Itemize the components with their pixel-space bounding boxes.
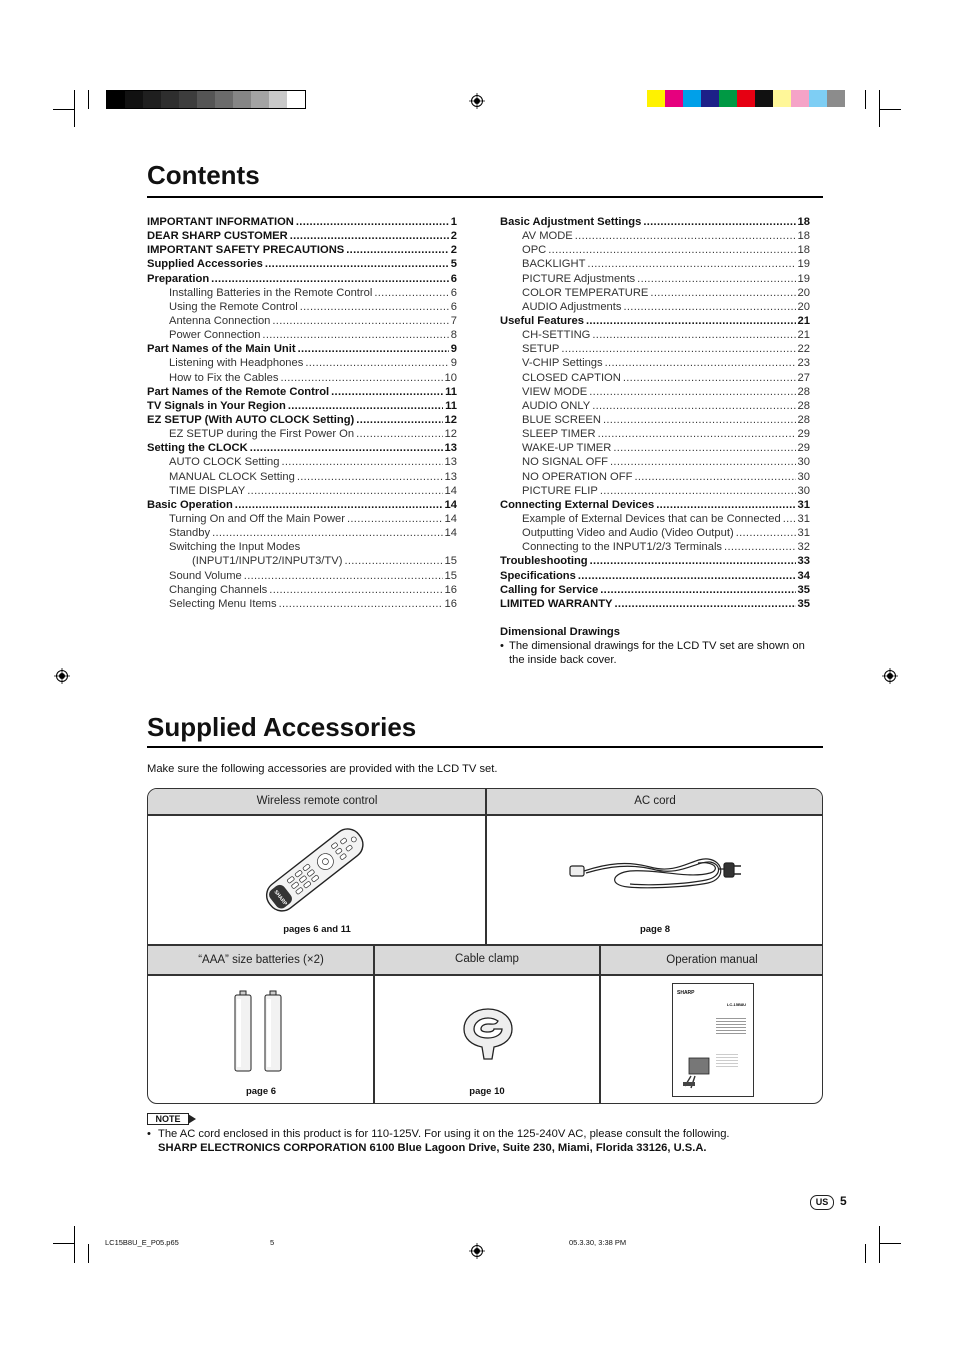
toc-entry-title: CLOSED CAPTION bbox=[522, 371, 621, 384]
toc-entry-title: OPC bbox=[522, 244, 547, 257]
toc-entry bbox=[147, 229, 457, 243]
toc-leader-dots bbox=[279, 597, 443, 611]
dimensional-bullet: • bbox=[500, 640, 504, 652]
toc-entry-title: PICTURE FLIP bbox=[522, 484, 598, 497]
remote-page-ref: pages 6 and 11 bbox=[283, 924, 351, 935]
toc-entry bbox=[147, 597, 457, 611]
toc-entry-title: NO SIGNAL OFF bbox=[522, 456, 608, 469]
toc-entry-page: 28 bbox=[797, 385, 810, 398]
toc-entry bbox=[500, 272, 810, 286]
slug-page: 5 bbox=[270, 1238, 275, 1247]
toc-entry-page: 35 bbox=[797, 583, 810, 596]
toc-entry-title: Selecting Menu Items bbox=[169, 597, 277, 610]
toc-entry-page: 30 bbox=[797, 456, 810, 469]
page-number: 5 bbox=[840, 1194, 847, 1208]
cable-clamp-icon bbox=[460, 1005, 516, 1063]
toc-entry-page: 12 bbox=[444, 413, 457, 426]
toc-leader-dots bbox=[346, 243, 449, 257]
toc-leader-dots bbox=[575, 229, 796, 243]
color-swatch bbox=[773, 90, 791, 107]
batteries-page-ref: page 6 bbox=[245, 1086, 277, 1097]
toc-entry-title: Switching the Input Modes bbox=[169, 541, 301, 554]
toc-entry-title: VIEW MODE bbox=[522, 385, 588, 398]
toc-leader-dots bbox=[281, 455, 442, 469]
toc-entry bbox=[500, 399, 810, 413]
toc-entry bbox=[147, 272, 457, 286]
toc-entry bbox=[500, 569, 810, 583]
color-swatch bbox=[125, 91, 143, 108]
toc-entry-title: How to Fix the Cables bbox=[169, 371, 279, 384]
toc-entry bbox=[147, 498, 457, 512]
toc-entry bbox=[500, 554, 810, 568]
toc-entry-page: 18 bbox=[797, 244, 810, 257]
toc-entry-title: Installing Batteries in the Remote Control bbox=[169, 286, 373, 299]
note-label: NOTE bbox=[147, 1113, 189, 1125]
cable-clamp-page-ref: page 10 bbox=[469, 1086, 505, 1097]
toc-leader-dots bbox=[598, 427, 796, 441]
remote-cell bbox=[148, 815, 486, 945]
toc-entry-page: 10 bbox=[444, 371, 457, 384]
toc-entry-page: 18 bbox=[797, 216, 810, 228]
toc-entry bbox=[147, 385, 457, 399]
dimensional-text: The dimensional drawings for the LCD TV set are shown on bbox=[509, 640, 805, 652]
toc-entry bbox=[500, 526, 810, 540]
toc-leader-dots bbox=[297, 470, 443, 484]
toc-entry-title: Turning On and Off the Main Power bbox=[169, 512, 345, 525]
toc-entry-page: 16 bbox=[444, 583, 457, 596]
toc-entry-title: Preparation bbox=[147, 272, 210, 285]
toc-leader-dots bbox=[610, 455, 796, 469]
color-swatch bbox=[791, 90, 809, 107]
toc-entry bbox=[147, 371, 457, 385]
toc-entry bbox=[147, 512, 457, 526]
toc-entry bbox=[500, 342, 810, 356]
toc-entry-title: Supplied Accessories bbox=[147, 258, 263, 271]
toc-entry bbox=[147, 300, 457, 314]
toc-leader-dots bbox=[244, 569, 443, 583]
toc-entry-title: Changing Channels bbox=[169, 583, 268, 596]
toc-leader-dots bbox=[356, 427, 442, 441]
toc-leader-dots bbox=[587, 257, 795, 271]
toc-entry-page: 32 bbox=[797, 541, 810, 554]
remote-brand: SHARP bbox=[272, 889, 289, 907]
color-swatch bbox=[809, 90, 827, 107]
toc-entry-title: Using the Remote Control bbox=[169, 300, 298, 313]
toc-entry bbox=[147, 342, 457, 356]
toc-entry-title: Basic Operation bbox=[147, 498, 233, 511]
toc-entry bbox=[500, 300, 810, 314]
toc-entry-title: Sound Volume bbox=[169, 569, 242, 582]
toc-entry bbox=[500, 314, 810, 328]
toc-leader-dots bbox=[272, 314, 448, 328]
toc-right-column bbox=[500, 215, 810, 611]
toc-leader-dots bbox=[250, 441, 443, 455]
toc-entry-title: EZ SETUP (With AUTO CLOCK Setting) bbox=[147, 413, 355, 426]
color-swatch bbox=[143, 91, 161, 108]
toc-entry-title: CH-SETTING bbox=[522, 329, 591, 342]
toc-leader-dots bbox=[548, 243, 795, 257]
toc-entry bbox=[147, 554, 457, 568]
toc-leader-dots bbox=[615, 597, 796, 611]
color-swatch bbox=[179, 91, 197, 108]
toc-entry-title: V-CHIP Settings bbox=[522, 357, 603, 370]
color-swatch bbox=[665, 90, 683, 107]
toc-leader-dots bbox=[331, 385, 443, 399]
color-swatch bbox=[233, 91, 251, 108]
toc-entry bbox=[147, 215, 457, 229]
toc-entry-title: IMPORTANT SAFETY PRECAUTIONS bbox=[147, 244, 345, 257]
remote-control-icon bbox=[253, 825, 378, 917]
toc-leader-dots bbox=[296, 215, 449, 229]
toc-entry-page: 11 bbox=[445, 385, 457, 398]
color-swatch bbox=[737, 90, 755, 107]
toc-entry-title: BACKLIGHT bbox=[522, 258, 586, 271]
toc-entry-page: 6 bbox=[450, 286, 457, 299]
toc-entry-title: COLOR TEMPERATURE bbox=[522, 286, 649, 299]
toc-entry-title: SETUP bbox=[522, 343, 560, 356]
toc-entry-title: EZ SETUP during the First Power On bbox=[169, 428, 355, 441]
toc-entry bbox=[147, 356, 457, 370]
toc-entry-title: TV Signals in Your Region bbox=[147, 399, 286, 412]
toc-leader-dots bbox=[623, 300, 795, 314]
toc-leader-dots bbox=[589, 385, 795, 399]
toc-entry-title: Useful Features bbox=[500, 314, 584, 327]
toc-leader-dots bbox=[603, 413, 796, 427]
operation-manual-icon bbox=[672, 983, 754, 1097]
toc-entry-page: 6 bbox=[450, 300, 457, 313]
dimensional-heading: Dimensional Drawings bbox=[500, 626, 620, 638]
toc-entry bbox=[147, 328, 457, 342]
toc-leader-dots bbox=[650, 286, 795, 300]
toc-entry-page: 2 bbox=[450, 244, 457, 257]
aaa-battery-icon bbox=[232, 989, 290, 1073]
toc-entry-page: 9 bbox=[450, 343, 457, 356]
toc-entry bbox=[500, 229, 810, 243]
note-badge bbox=[147, 1113, 197, 1124]
toc-entry-title: LIMITED WARRANTY bbox=[500, 597, 613, 610]
dimensional-text: the inside back cover. bbox=[509, 654, 617, 666]
toc-entry bbox=[500, 257, 810, 271]
registration-mark-icon bbox=[469, 93, 485, 109]
toc-entry-title: Part Names of the Remote Control bbox=[147, 385, 330, 398]
toc-entry-page: 28 bbox=[797, 399, 810, 412]
toc-leader-dots bbox=[592, 399, 795, 413]
toc-entry-page: 30 bbox=[797, 470, 810, 483]
toc-entry bbox=[500, 484, 810, 498]
toc-entry-title: Power Connection bbox=[169, 329, 261, 342]
toc-entry-page: 20 bbox=[797, 300, 810, 313]
toc-entry bbox=[500, 328, 810, 342]
slug-timestamp: 05.3.30, 3:38 PM bbox=[569, 1238, 627, 1247]
color-swatch bbox=[683, 90, 701, 107]
toc-entry bbox=[500, 385, 810, 399]
registration-mark-icon bbox=[469, 1243, 485, 1259]
note-arrow-icon bbox=[188, 1114, 196, 1124]
toc-leader-dots bbox=[290, 229, 449, 243]
toc-entry bbox=[147, 540, 457, 554]
toc-entry-page: 6 bbox=[450, 272, 457, 285]
toc-leader-dots bbox=[288, 399, 443, 413]
toc-leader-dots bbox=[262, 328, 448, 342]
toc-entry bbox=[500, 356, 810, 370]
toc-leader-dots bbox=[623, 371, 796, 385]
toc-leader-dots bbox=[235, 498, 443, 512]
toc-leader-dots bbox=[736, 526, 796, 540]
toc-entry-page: 31 bbox=[797, 527, 810, 540]
toc-entry-page: 12 bbox=[444, 428, 457, 441]
toc-leader-dots bbox=[356, 413, 442, 427]
toc-entry bbox=[500, 470, 810, 484]
manual-brand: SHARP bbox=[677, 990, 695, 996]
color-swatch bbox=[197, 91, 215, 108]
toc-entry-page: 30 bbox=[797, 484, 810, 497]
toc-entry bbox=[147, 314, 457, 328]
toc-leader-dots bbox=[600, 583, 795, 597]
slug-filename: LC15B8U_E_P05.p65 bbox=[105, 1238, 179, 1247]
toc-leader-dots bbox=[298, 342, 449, 356]
toc-leader-dots bbox=[578, 569, 796, 583]
toc-entry-title: Specifications bbox=[500, 569, 576, 582]
toc-leader-dots bbox=[211, 272, 449, 286]
toc-leader-dots bbox=[280, 371, 442, 385]
toc-entry-title: Standby bbox=[169, 527, 211, 540]
note-contact: SHARP ELECTRONICS CORPORATION 6100 Blue Lagoon Drive, Suite 230, Miami, Florida 33126, U.S.A. bbox=[158, 1142, 707, 1154]
toc-entry bbox=[147, 257, 457, 271]
toc-entry bbox=[147, 583, 457, 597]
toc-entry-page: 29 bbox=[797, 442, 810, 455]
cable-clamp-header: Cable clamp bbox=[374, 946, 600, 975]
manual-model: LC-15B8U bbox=[726, 1002, 746, 1007]
toc-entry-page: 7 bbox=[450, 314, 457, 327]
contents-title: Contents bbox=[147, 160, 260, 190]
note-text: The AC cord enclosed in this product is for 110-125V. For using it on the 125-240V AC, please consult the following. bbox=[158, 1128, 730, 1140]
toc-entry bbox=[500, 498, 810, 512]
toc-entry-title: IMPORTANT INFORMATION bbox=[147, 216, 294, 228]
toc-entry-title: Calling for Service bbox=[500, 583, 599, 596]
toc-left-column bbox=[147, 215, 457, 611]
toc-entry-title: AUDIO ONLY bbox=[522, 399, 591, 412]
accessories-table bbox=[147, 788, 823, 1104]
toc-leader-dots bbox=[269, 583, 442, 597]
toc-entry-page: 13 bbox=[444, 442, 457, 455]
toc-entry-page: 21 bbox=[797, 329, 810, 342]
manual-cell bbox=[600, 975, 823, 1103]
toc-entry-page: 20 bbox=[797, 286, 810, 299]
toc-entry-page: 9 bbox=[450, 357, 457, 370]
toc-leader-dots bbox=[724, 540, 796, 554]
toc-entry-title: NO OPERATION OFF bbox=[522, 470, 633, 483]
toc-entry-title: SLEEP TIMER bbox=[522, 428, 596, 441]
toc-entry bbox=[500, 427, 810, 441]
toc-entry-title: PICTURE Adjustments bbox=[522, 272, 636, 285]
toc-entry bbox=[147, 526, 457, 540]
toc-entry-page: 19 bbox=[797, 258, 810, 271]
toc-entry bbox=[147, 470, 457, 484]
toc-entry-page: 8 bbox=[450, 329, 457, 342]
toc-entry bbox=[500, 371, 810, 385]
toc-entry bbox=[147, 455, 457, 469]
toc-entry-title: Basic Adjustment Settings bbox=[500, 216, 642, 228]
accessories-title: Supplied Accessories bbox=[147, 712, 417, 742]
toc-entry bbox=[147, 413, 457, 427]
toc-entry-title: AUTO CLOCK Setting bbox=[169, 456, 280, 469]
toc-entry-page: 13 bbox=[444, 456, 457, 469]
toc-entry-page: 18 bbox=[797, 230, 810, 243]
color-swatch bbox=[647, 90, 665, 107]
toc-leader-dots bbox=[586, 314, 796, 328]
toc-entry bbox=[500, 583, 810, 597]
toc-entry-page: 14 bbox=[444, 527, 457, 540]
toc-leader-dots bbox=[590, 554, 796, 568]
color-swatch bbox=[827, 90, 845, 107]
toc-entry-page: 31 bbox=[797, 498, 810, 511]
toc-leader-dots bbox=[344, 554, 442, 568]
toc-entry-page: 23 bbox=[797, 357, 810, 370]
toc-entry-title: DEAR SHARP CUSTOMER bbox=[147, 230, 288, 243]
ac-cord-icon bbox=[568, 853, 743, 899]
toc-leader-dots bbox=[783, 512, 796, 526]
toc-entry-title: Example of External Devices that can be Connected bbox=[522, 512, 781, 525]
toc-leader-dots bbox=[374, 286, 448, 300]
toc-entry-page: 29 bbox=[797, 428, 810, 441]
toc-leader-dots bbox=[302, 540, 455, 554]
contents-rule bbox=[147, 196, 823, 198]
toc-entry-page: 14 bbox=[444, 498, 457, 511]
toc-leader-dots bbox=[305, 356, 448, 370]
toc-leader-dots bbox=[600, 484, 796, 498]
toc-entry-title: (INPUT1/INPUT2/INPUT3/TV) bbox=[192, 555, 343, 568]
color-swatch bbox=[107, 91, 125, 108]
toc-entry-page: 27 bbox=[797, 371, 810, 384]
toc-entry bbox=[147, 399, 457, 413]
toc-leader-dots bbox=[347, 512, 443, 526]
toc-entry bbox=[500, 413, 810, 427]
toc-entry bbox=[147, 427, 457, 441]
registration-mark-icon bbox=[882, 668, 898, 684]
toc-leader-dots bbox=[592, 328, 795, 342]
toc-entry-page: 22 bbox=[797, 343, 810, 356]
toc-leader-dots bbox=[634, 470, 795, 484]
toc-entry bbox=[500, 286, 810, 300]
toc-entry-title: Outputting Video and Audio (Video Output) bbox=[522, 527, 734, 540]
batteries-header: “AAA” size batteries (×2) bbox=[148, 946, 374, 975]
ac-cord-header: AC cord bbox=[486, 789, 823, 815]
manual-header: Operation manual bbox=[600, 946, 823, 975]
toc-entry bbox=[500, 243, 810, 257]
color-swatch bbox=[719, 90, 737, 107]
toc-entry-title: Listening with Headphones bbox=[169, 357, 304, 370]
toc-entry-page: 13 bbox=[444, 470, 457, 483]
color-swatch bbox=[269, 91, 287, 108]
toc-entry-title: Antenna Connection bbox=[169, 314, 271, 327]
toc-entry-page: 1 bbox=[450, 216, 457, 228]
toc-entry-page: 11 bbox=[445, 399, 457, 412]
toc-entry bbox=[500, 512, 810, 526]
note-bullet: • bbox=[147, 1128, 151, 1140]
registration-mark-icon bbox=[54, 668, 70, 684]
toc-leader-dots bbox=[561, 342, 795, 356]
toc-entry-page: 5 bbox=[450, 258, 457, 271]
toc-entry-page: 34 bbox=[797, 569, 810, 582]
color-swatch bbox=[755, 90, 773, 107]
toc-entry-title: MANUAL CLOCK Setting bbox=[169, 470, 295, 483]
toc-leader-dots bbox=[656, 498, 795, 512]
toc-entry-page: 35 bbox=[797, 597, 810, 610]
toc-entry bbox=[500, 215, 810, 229]
color-swatch bbox=[215, 91, 233, 108]
toc-leader-dots bbox=[643, 215, 795, 229]
toc-entry bbox=[147, 243, 457, 257]
toc-entry bbox=[500, 540, 810, 554]
color-swatch bbox=[701, 90, 719, 107]
gray-scale-bar bbox=[106, 90, 306, 109]
color-swatch bbox=[161, 91, 179, 108]
toc-leader-dots bbox=[613, 441, 795, 455]
toc-leader-dots bbox=[212, 526, 442, 540]
toc-entry-page: 28 bbox=[797, 413, 810, 426]
color-calibration-bar bbox=[647, 90, 845, 107]
toc-entry-title: Setting the CLOCK bbox=[147, 442, 248, 455]
toc-entry-page: 14 bbox=[444, 512, 457, 525]
toc-entry-title: Connecting External Devices bbox=[500, 498, 655, 511]
toc-entry-page: 14 bbox=[444, 484, 457, 497]
region-badge: US bbox=[810, 1195, 834, 1210]
accessories-intro: Make sure the following accessories are provided with the LCD TV set. bbox=[147, 763, 498, 775]
toc-entry-page: 33 bbox=[797, 555, 810, 568]
batteries-cell bbox=[148, 975, 374, 1103]
color-swatch bbox=[251, 91, 269, 108]
toc-entry bbox=[147, 441, 457, 455]
remote-header: Wireless remote control bbox=[148, 789, 486, 815]
toc-entry-title: AV MODE bbox=[522, 230, 573, 243]
accessories-rule bbox=[147, 746, 823, 748]
toc-entry-title: Troubleshooting bbox=[500, 555, 588, 568]
toc-entry-title: Connecting to the INPUT1/2/3 Terminals bbox=[522, 541, 723, 554]
toc-entry-title: WAKE-UP TIMER bbox=[522, 442, 612, 455]
toc-entry-page: 15 bbox=[444, 555, 457, 568]
toc-entry-title: TIME DISPLAY bbox=[169, 484, 246, 497]
toc-entry-page: 21 bbox=[797, 314, 810, 327]
toc-entry bbox=[147, 484, 457, 498]
toc-entry-title: AUDIO Adjustments bbox=[522, 300, 622, 313]
toc-entry bbox=[500, 597, 810, 611]
toc-entry-page: 31 bbox=[797, 512, 810, 525]
ac-cord-page-ref: page 8 bbox=[639, 924, 671, 935]
toc-leader-dots bbox=[637, 272, 795, 286]
toc-entry-page: 16 bbox=[444, 597, 457, 610]
toc-entry bbox=[500, 441, 810, 455]
cable-clamp-cell bbox=[374, 975, 600, 1103]
toc-leader-dots bbox=[300, 300, 449, 314]
ac-cord-cell bbox=[486, 815, 823, 945]
toc-leader-dots bbox=[247, 484, 442, 498]
toc-entry-title: BLUE SCREEN bbox=[522, 413, 601, 426]
toc-leader-dots bbox=[265, 257, 449, 271]
toc-entry bbox=[147, 569, 457, 583]
toc-entry bbox=[500, 455, 810, 469]
toc-entry-page: 2 bbox=[450, 230, 457, 243]
toc-entry-title: Part Names of the Main Unit bbox=[147, 343, 296, 356]
toc-entry-page: 15 bbox=[444, 569, 457, 582]
toc-entry-page: 19 bbox=[797, 272, 810, 285]
toc-entry bbox=[147, 286, 457, 300]
color-swatch bbox=[287, 91, 305, 108]
toc-leader-dots bbox=[605, 356, 796, 370]
